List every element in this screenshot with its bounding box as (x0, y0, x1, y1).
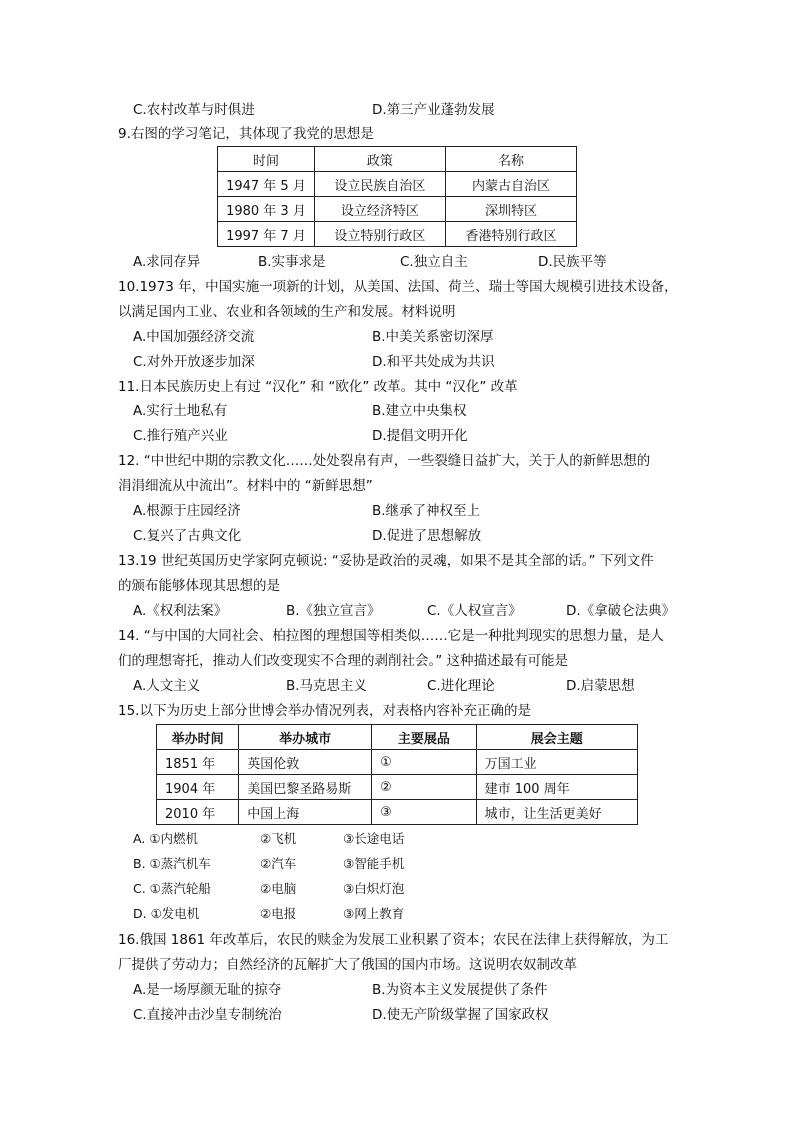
q13-option-a: A.《权利法案》 (133, 603, 228, 619)
q16-option-b: B.为资本主义发展提供了条件 (372, 982, 548, 998)
q12-stem-line2: 涓涓细流从中流出”。材料中的 “新鲜思想” (118, 478, 373, 494)
table-cell: 2010 年 (157, 800, 239, 825)
q9-stem: 9.右图的学习笔记，其体现了我党的思想是 (118, 126, 374, 142)
q8-option-c: C.农村改革与时俱进 (133, 102, 255, 118)
table-row (218, 197, 577, 222)
q12-option-b: B.继承了神权至上 (372, 503, 481, 519)
q13-option-b: B.《独立宣言》 (286, 603, 381, 619)
q12-option-d: D.促进了思想解放 (372, 528, 482, 544)
table-cell: 1980 年 3 月 (218, 197, 315, 222)
q15-option-c-2: ②电脑 (260, 881, 297, 896)
q10-option-a: A.中国加强经济交流 (133, 329, 255, 345)
q15-table (156, 724, 638, 825)
q12-option-c: C.复兴了古典文化 (133, 528, 242, 544)
table-header-cell: 主要展品 (372, 725, 477, 750)
table-header-cell: 政策 (314, 147, 445, 172)
table-header-cell: 名称 (445, 147, 576, 172)
q14-stem-line2: 们的理想寄托，推动人们改变现实不合理的剥削社会。” 这种描述最有可能是 (118, 653, 569, 669)
table-cell: 深圳特区 (445, 197, 576, 222)
q10-option-c: C.对外开放逐步加深 (133, 354, 255, 370)
table-cell: 香港特别行政区 (445, 222, 576, 247)
q9-option-d: D.民族平等 (538, 254, 607, 270)
table-row (157, 750, 638, 775)
q14-stem-line1: 14. “与中国的大同社会、柏拉图的理想国等相类似……它是一种批判现实的思想力量，是人 (118, 628, 664, 644)
q12-stem-line1: 12. “中世纪中期的宗教文化……处处裂帛有声，一些裂缝日益扩大，关于人的新鲜思想的 (118, 453, 651, 469)
q15-option-b-3: ③智能手机 (343, 856, 405, 871)
q13-stem-line1: 13.19 世纪英国历史学家阿克顿说: “妥协是政治的灵魂，如果不是其全部的话。” 下列文件 (118, 553, 654, 569)
q16-option-c: C.直接冲击沙皇专制统治 (133, 1007, 282, 1023)
table-cell: 万国工业 (476, 750, 637, 775)
table-header-cell: 举办时间 (157, 725, 239, 750)
table-cell: 设立特别行政区 (314, 222, 445, 247)
q15-option-b-2: ②汽车 (260, 856, 297, 871)
q8-option-d: D.第三产业蓬勃发展 (372, 102, 495, 118)
q15-option-c-3: ③白炽灯泡 (343, 881, 405, 896)
table-cell: 城市，让生活更美好 (476, 800, 637, 825)
q10-option-d: D.和平共处成为共识 (372, 354, 495, 370)
q15-option-d-2: ②电报 (260, 906, 297, 921)
q11-option-a: A.实行土地私有 (133, 403, 228, 419)
table-cell: 1997 年 7 月 (218, 222, 315, 247)
table-header-cell: 举办城市 (239, 725, 372, 750)
q14-option-d: D.启蒙思想 (566, 678, 635, 694)
q15-option-a-2: ②飞机 (260, 831, 297, 846)
q13-stem-line2: 的颁布能够体现其思想的是 (118, 578, 280, 594)
q14-option-a: A.人文主义 (133, 678, 201, 694)
table-cell: 英国伦敦 (239, 750, 372, 775)
q14-option-b: B.马克思主义 (286, 678, 368, 694)
table-cell: 内蒙古自治区 (445, 172, 576, 197)
table-header-cell: 展会主题 (476, 725, 637, 750)
table-header-row (157, 725, 638, 750)
q15-option-d-3: ③网上教育 (343, 906, 405, 921)
table-row (157, 775, 638, 800)
q15-option-c-1: C. ①蒸汽轮船 (133, 881, 211, 896)
table-cell: 设立民族自治区 (314, 172, 445, 197)
table-cell: 1851 年 (157, 750, 239, 775)
table-header-cell: 时间 (218, 147, 315, 172)
q11-option-c: C.推行殖产兴业 (133, 428, 228, 444)
q9-option-b: B.实事求是 (258, 254, 326, 270)
q15-option-a-3: ③长途电话 (343, 831, 405, 846)
table-cell: 1947 年 5 月 (218, 172, 315, 197)
q15-option-a-1: A. ①内燃机 (133, 831, 198, 846)
q15-stem: 15.以下为历史上部分世博会举办情况列表，对表格内容补充正确的是 (118, 703, 531, 719)
table-row (157, 800, 638, 825)
q16-option-a: A.是一场厚颜无耻的掠夺 (133, 982, 282, 998)
table-header-row (218, 147, 577, 172)
q13-option-c: C.《人权宣言》 (427, 603, 522, 619)
table-cell: ③ (372, 800, 477, 825)
q10-stem-line1: 10.1973 年，中国实施一项新的计划，从美国、法国、荷兰、瑞士等国大规模引进技术设备， (118, 279, 678, 295)
q9-option-a: A.求同存异 (133, 254, 201, 270)
table-cell: 设立经济特区 (314, 197, 445, 222)
q16-option-d: D.使无产阶级掌握了国家政权 (372, 1007, 549, 1023)
q16-stem-line1: 16.俄国 1861 年改革后，农民的赎金为发展工业积累了资本；农民在法律上获得解放，为工 (118, 932, 669, 948)
q10-stem-line2: 以满足国内工业、农业和各领域的生产和发展。材料说明 (118, 304, 456, 320)
table-cell: ② (372, 775, 477, 800)
table-row (218, 172, 577, 197)
q13-option-d: D.《拿破仑法典》 (566, 603, 676, 619)
q10-option-b: B.中美关系密切深厚 (372, 329, 494, 345)
table-cell: ① (372, 750, 477, 775)
table-cell: 1904 年 (157, 775, 239, 800)
table-row (218, 222, 577, 247)
q14-option-c: C.进化理论 (427, 678, 495, 694)
table-cell: 中国上海 (239, 800, 372, 825)
q12-option-a: A.根源于庄园经济 (133, 503, 241, 519)
q11-option-b: B.建立中央集权 (372, 403, 467, 419)
q11-option-d: D.提倡文明开化 (372, 428, 468, 444)
table-cell: 美国巴黎圣路易斯 (239, 775, 372, 800)
q15-option-b-1: B. ①蒸汽机车 (133, 856, 211, 871)
q9-option-c: C.独立自主 (400, 254, 468, 270)
q16-stem-line2: 厂提供了劳动力；自然经济的瓦解扩大了俄国的国内市场。这说明农奴制改革 (118, 957, 577, 973)
table-cell: 建市 100 周年 (476, 775, 637, 800)
q11-stem: 11.日本民族历史上有过 “汉化” 和 “欧化” 改革。其中 “汉化” 改革 (118, 379, 518, 395)
q15-option-d-1: D. ①发电机 (133, 906, 200, 921)
q9-table (217, 146, 577, 247)
